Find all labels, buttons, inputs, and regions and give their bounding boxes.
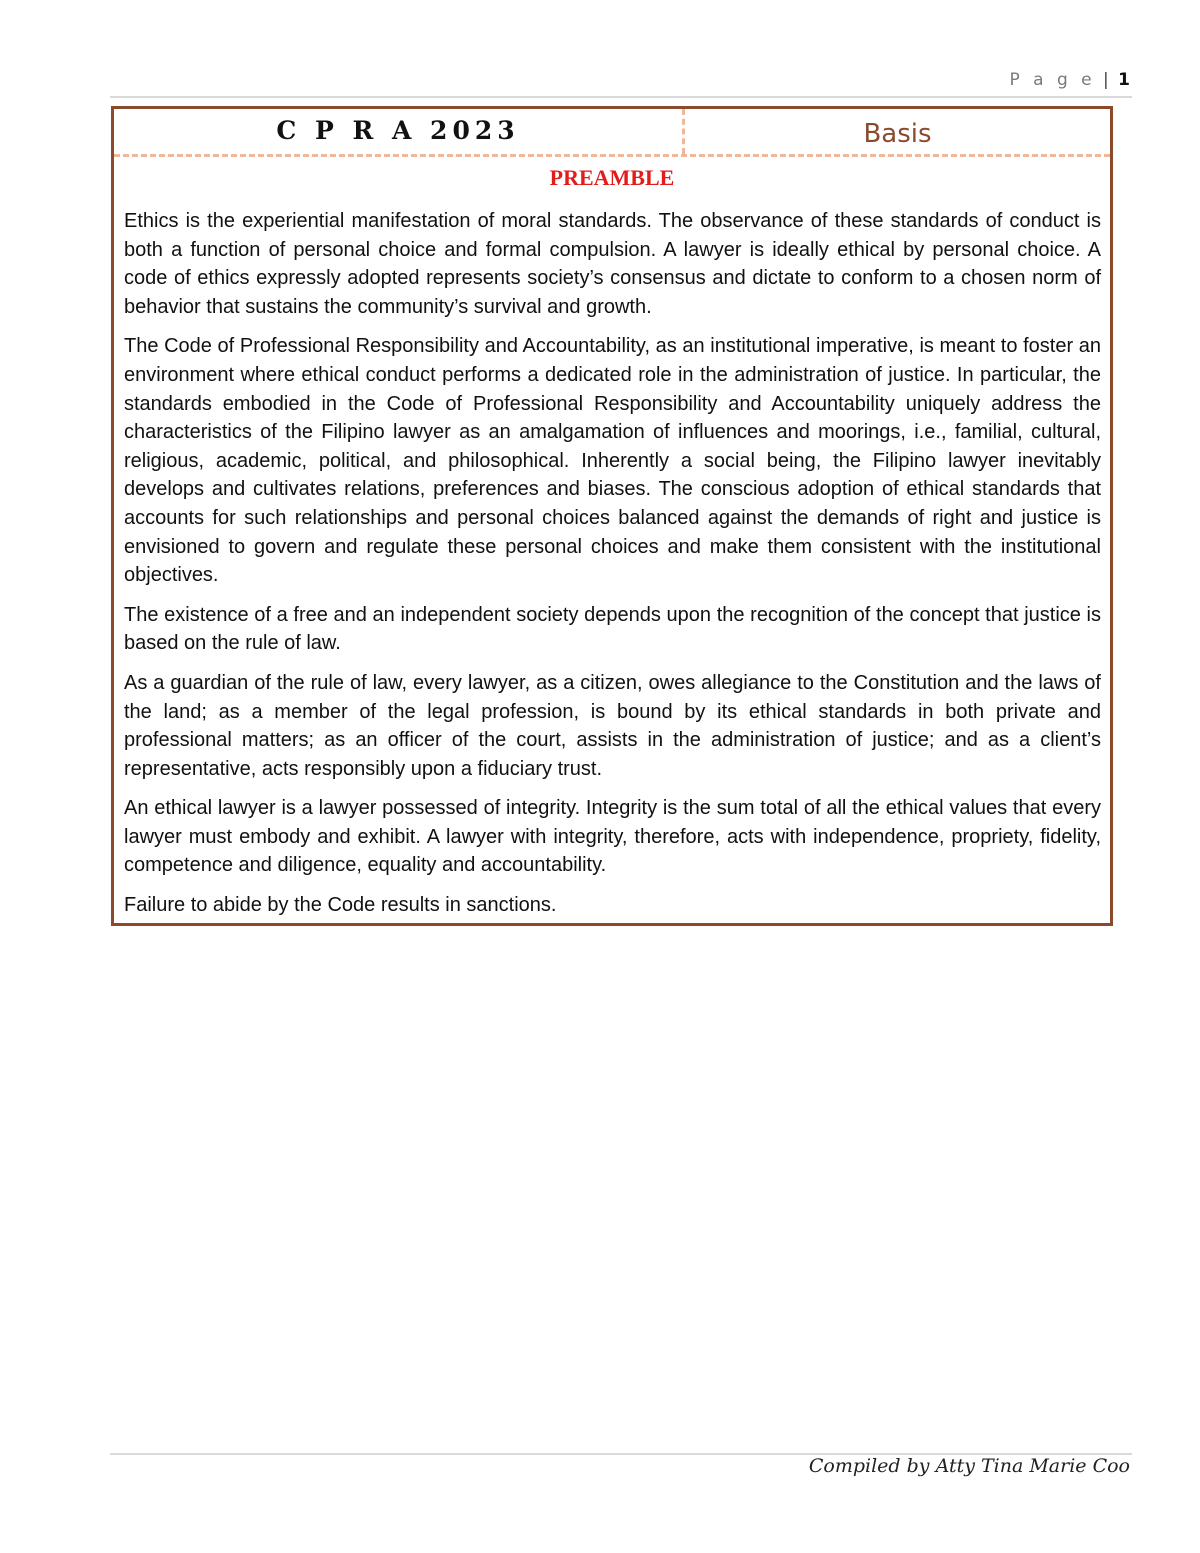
page-number-value: 1 bbox=[1118, 70, 1130, 90]
table-header-row bbox=[114, 109, 1110, 157]
basis-title: Basis bbox=[863, 119, 932, 149]
content-table bbox=[111, 106, 1113, 926]
paragraph: The Code of Professional Responsibility and Accountability, as an institutional imperative, is meant to foster an environment where ethical conduct performs a dedicated role in the administration of justice. In particular, the standards embodied in the Code of Professional Responsibility and Accountability uniquely address the characteristics of the Filipino lawyer as an amalgamation of influences and moorings, i.e., familial, cultural, religious, academic, political, and philosophical. Inherently a social being, the Filipino lawyer inevitably develops and cultivates relations, preferences and biases. The conscious adoption of ethical standards that accounts for such relationships and personal choices balanced against the demands of right and justice is envisioned to govern and regulate these personal choices and make them consistent with the institutional objectives. bbox=[124, 335, 1101, 587]
compiled-by: Compiled by Atty Tina Marie Coo bbox=[808, 1455, 1130, 1477]
paragraph: As a guardian of the rule of law, every lawyer, as a citizen, owes allegiance to the Constitution and the laws of the land; as a member of the legal profession, is bound by its ethical standards in both private and professional matters; as an officer of the court, assists in the administration of justice; and as a client’s representative, acts responsibly upon a fiduciary trust. bbox=[124, 671, 1101, 780]
page-label: P a g e bbox=[1009, 70, 1096, 90]
preamble-body bbox=[124, 207, 1101, 931]
paragraph: Ethics is the experiential manifestation of moral standards. The observance of these standards of conduct is both a function of personal choice and formal compulsion. A lawyer is ideally ethical by personal choice. A code of ethics expressly adopted represents society’s consensus and dictate to conform to a chosen norm of behavior that sustains the community’s survival and growth. bbox=[124, 210, 1101, 318]
preamble-heading: PREAMBLE bbox=[549, 165, 675, 190]
page-number bbox=[1009, 70, 1130, 90]
cpra-title: C P R A 2023 bbox=[114, 109, 685, 154]
paragraph: An ethical lawyer is a lawyer possessed of integrity. Integrity is the sum total of all the ethical values that every lawyer must embody and exhibit. A lawyer with integrity, therefore, acts with independence, propriety, fidelity, competence and diligence, equality and accountability. bbox=[124, 797, 1101, 877]
paragraph: The existence of a free and an independent society depends upon the recognition of the concept that justice is based on the rule of law. bbox=[124, 603, 1101, 655]
header-rule bbox=[110, 96, 1132, 98]
paragraph: Failure to abide by the Code results in sanctions. bbox=[124, 894, 557, 917]
page-separator: | bbox=[1103, 70, 1109, 90]
